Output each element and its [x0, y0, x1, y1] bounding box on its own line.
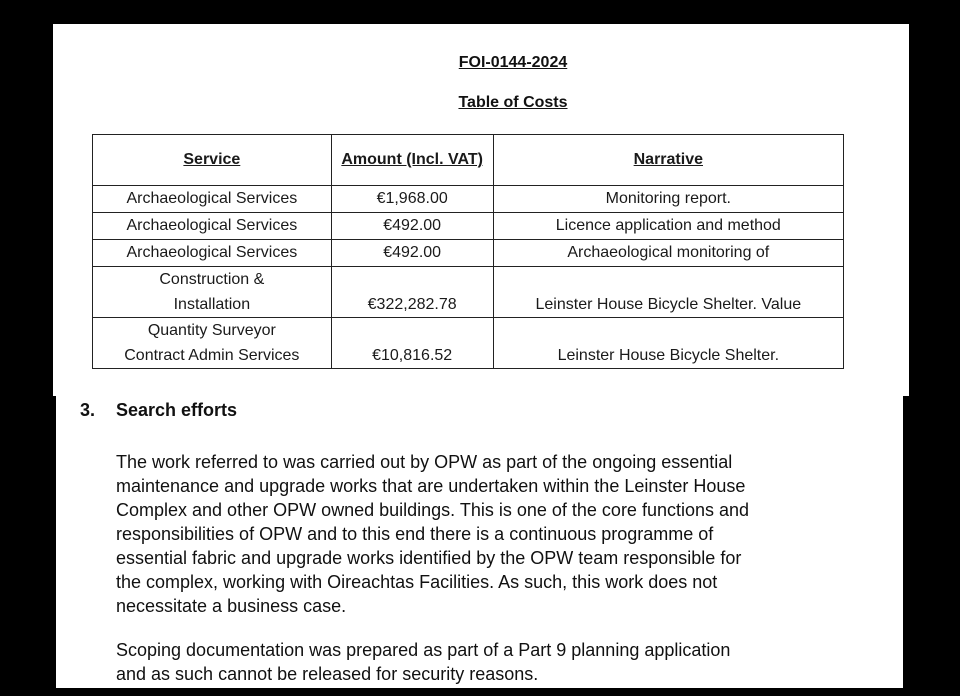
paragraph-line: necessitate a business case. — [116, 596, 347, 616]
column-header-service: Service — [93, 135, 332, 186]
cell-service — [93, 267, 332, 318]
cell-amount: €1,968.00 — [331, 186, 493, 213]
cell-amount: €492.00 — [331, 240, 493, 267]
cell-narrative: Monitoring report. — [493, 186, 843, 213]
cell-narrative: Leinster House Bicycle Shelter. — [493, 318, 843, 369]
cell-amount: €10,816.52 — [331, 318, 493, 369]
paragraph-line: Complex and other OPW owned buildings. This is one of the core functions and — [116, 500, 750, 520]
section-heading — [80, 400, 237, 421]
table-row — [93, 186, 844, 213]
paragraph-scoping — [116, 638, 856, 686]
column-header-amount: Amount (Incl. VAT) — [331, 135, 493, 186]
table-title: Table of Costs — [458, 94, 568, 111]
cell-narrative: Archaeological monitoring of — [493, 240, 843, 267]
cell-service-line: Installation — [173, 296, 251, 313]
cell-service: Archaeological Services — [93, 186, 332, 213]
paragraph-line: the complex, working with Oireachtas Facilities. As such, this work does not — [116, 572, 718, 592]
table-row — [93, 267, 844, 318]
paragraph-line: responsibilities of OPW and to this end there is a continuous programme of — [116, 524, 714, 544]
table-row — [93, 213, 844, 240]
cell-amount: €322,282.78 — [331, 267, 493, 318]
costs-table — [92, 134, 844, 369]
table-row — [93, 318, 844, 369]
paragraph-line: The work referred to was carried out by OPW as part of the ongoing essential — [116, 452, 733, 472]
cell-service: Archaeological Services — [93, 240, 332, 267]
table-header-row — [93, 135, 844, 186]
table-row — [93, 240, 844, 267]
foi-reference: FOI-0144-2024 — [458, 54, 568, 71]
cell-service: Archaeological Services — [93, 213, 332, 240]
paragraph-line: maintenance and upgrade works that are undertaken within the Leinster House — [116, 476, 746, 496]
section-number: 3. — [80, 400, 96, 420]
paragraph-line: Scoping documentation was prepared as part of a Part 9 planning application — [116, 640, 731, 660]
cell-service-line: Construction & — [159, 271, 265, 288]
cell-narrative: Licence application and method — [493, 213, 843, 240]
cell-service-line: Contract Admin Services — [124, 347, 300, 364]
paragraph-line: and as such cannot be released for security reasons. — [116, 664, 539, 684]
paragraph-search-efforts — [116, 450, 856, 618]
cell-amount: €492.00 — [331, 213, 493, 240]
cell-narrative: Leinster House Bicycle Shelter. Value — [493, 267, 843, 318]
cell-service-line: Quantity Surveyor — [147, 322, 276, 339]
column-header-narrative: Narrative — [493, 135, 843, 186]
section-title: Search efforts — [116, 400, 238, 420]
cell-service — [93, 318, 332, 369]
paragraph-line: essential fabric and upgrade works identified by the OPW team responsible for — [116, 548, 742, 568]
